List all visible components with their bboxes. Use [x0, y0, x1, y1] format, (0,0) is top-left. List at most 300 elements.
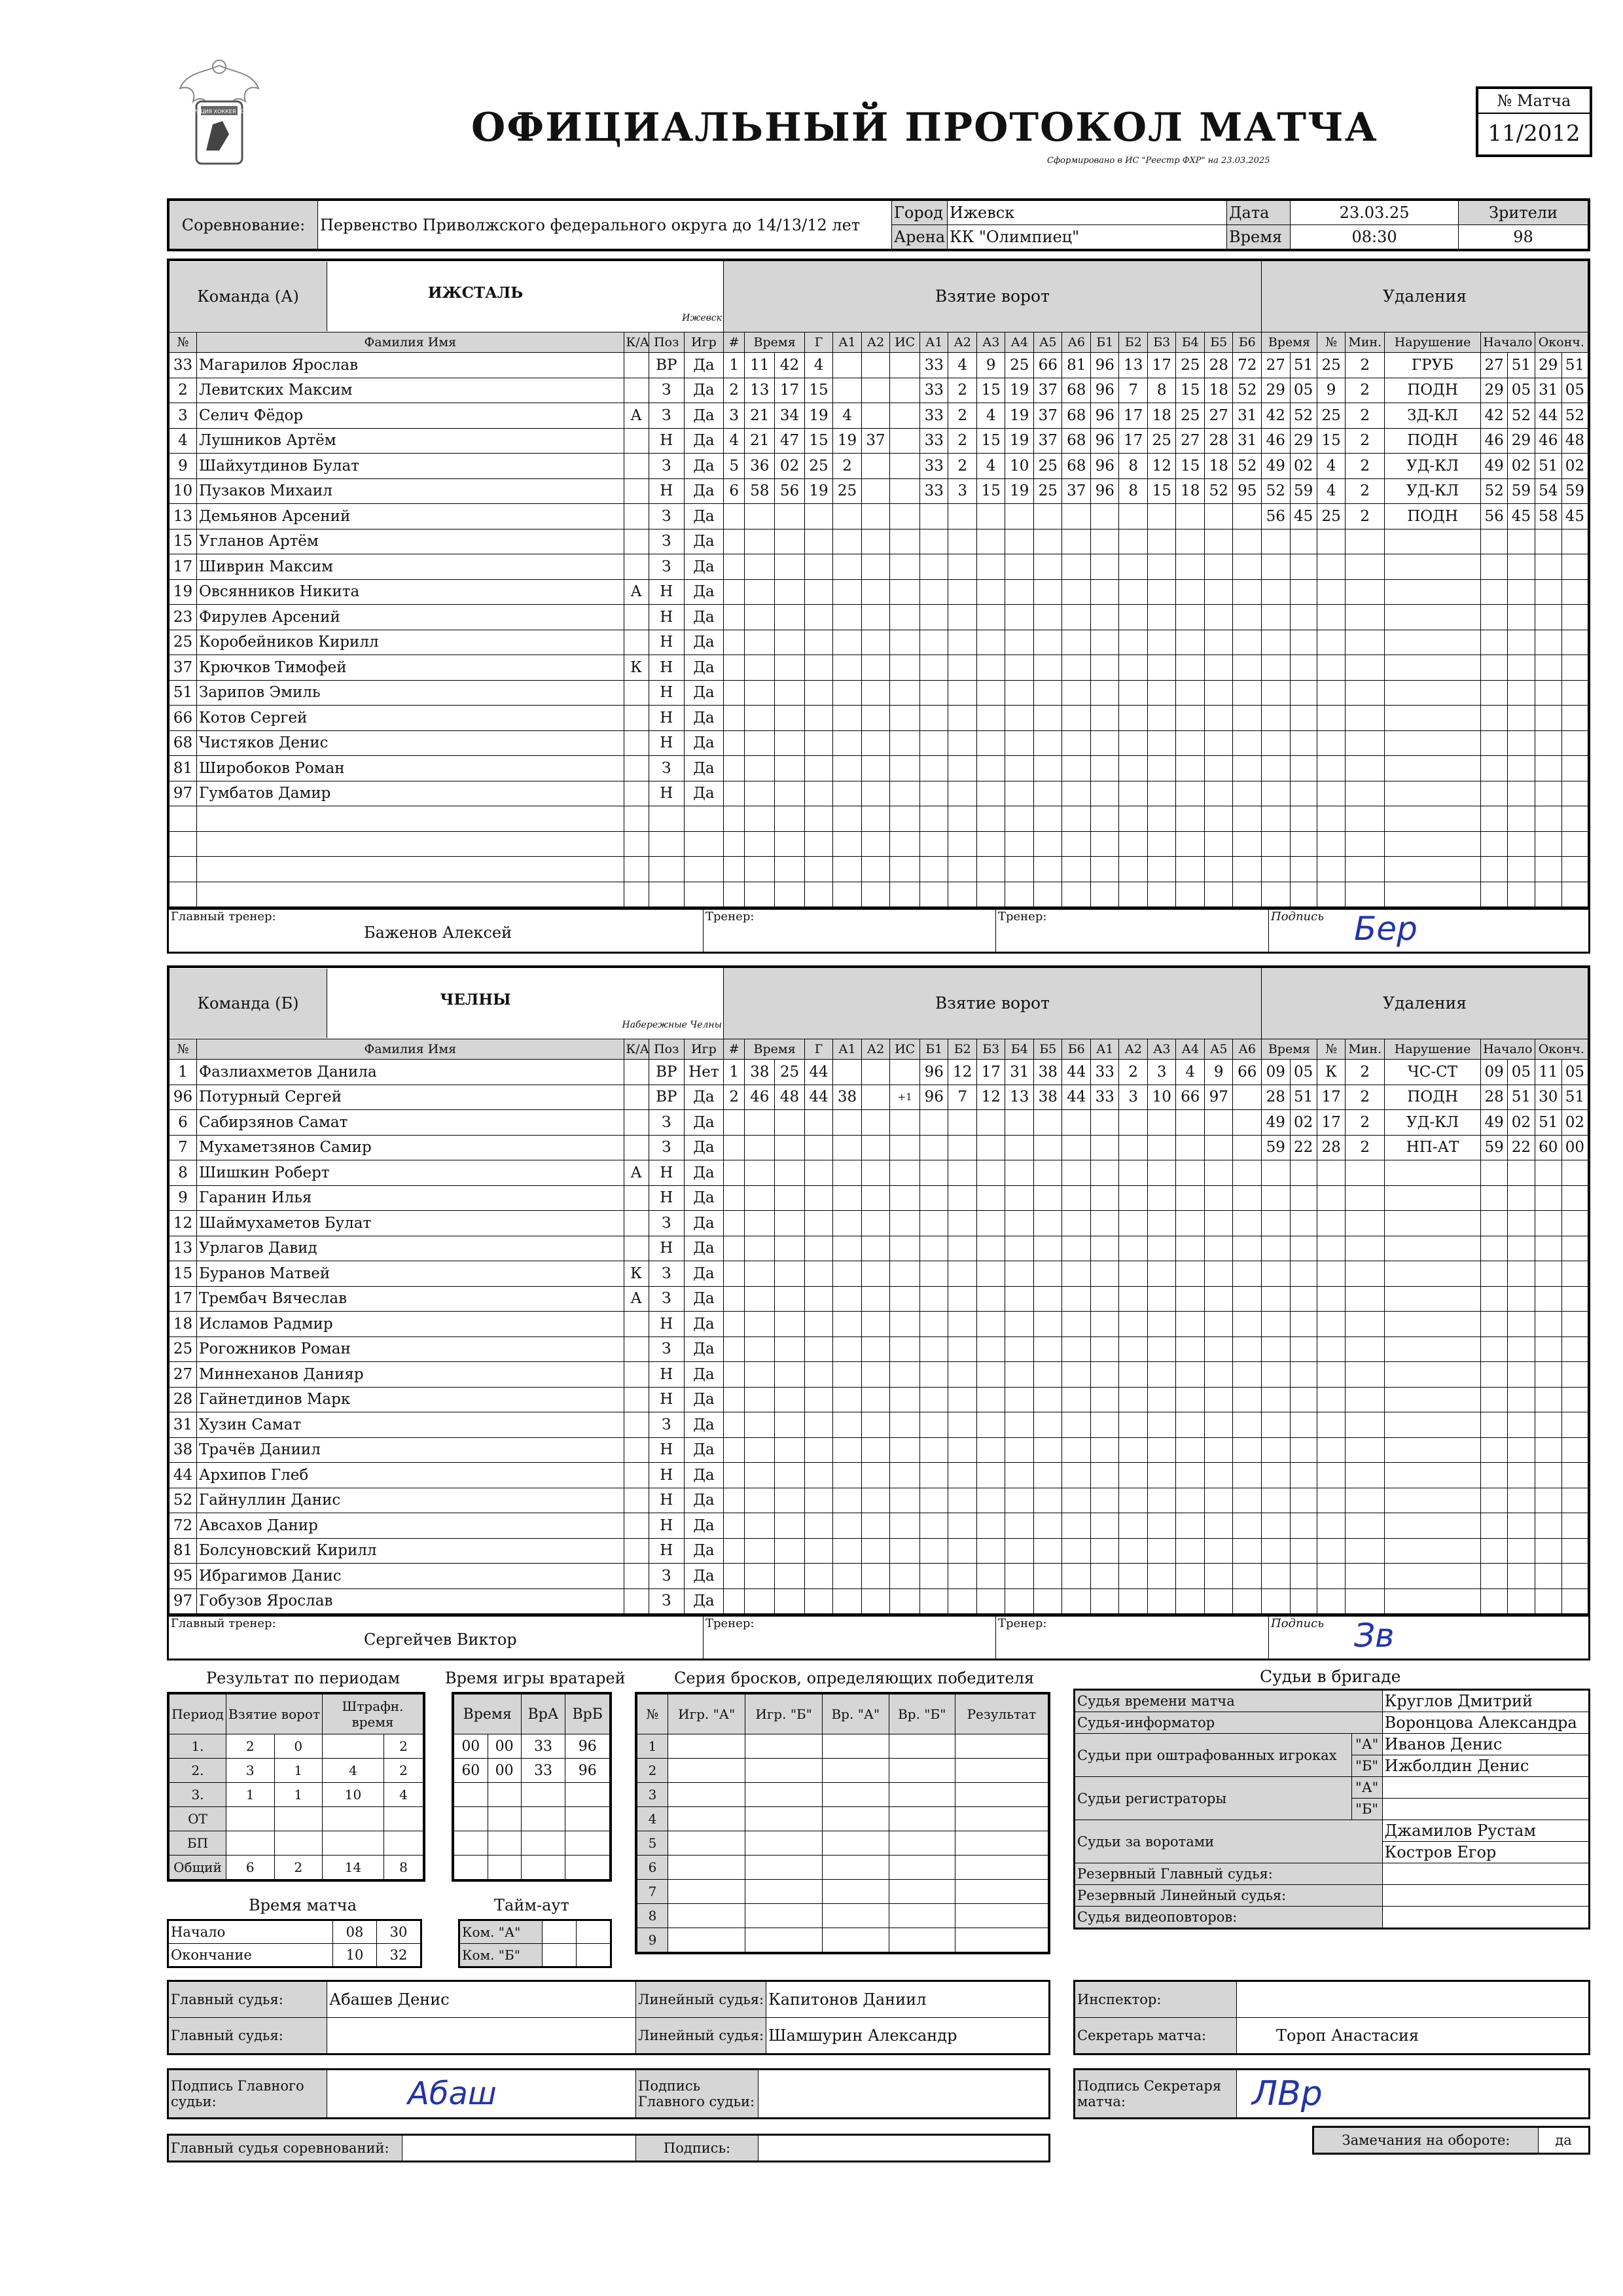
reserve-line-label: Резервный Линейный судья: [1075, 1885, 1383, 1907]
player-ka [624, 730, 649, 756]
player-number: 7 [168, 1135, 197, 1160]
goal-g: 19 [804, 478, 833, 504]
player-igr: Да [684, 1135, 723, 1160]
player-igr: Да [684, 1538, 723, 1564]
pen-min: 2 [1346, 504, 1385, 529]
player-igr: Да [684, 1336, 723, 1362]
player-row [168, 1538, 1589, 1564]
player-number: 68 [168, 730, 197, 756]
player-row [168, 353, 1589, 378]
team_b-coach-signature: Зв [1354, 1617, 1395, 1655]
team_a-h-minus-4: Б5 [1204, 332, 1233, 353]
player-name: Чистяков Денис [197, 730, 624, 756]
player-igr: Да [684, 1261, 723, 1287]
periods-h-pim: Штрафн. время [323, 1693, 424, 1734]
player-row [168, 478, 1589, 504]
pen-em: 58 [1535, 504, 1561, 529]
player-igr: Да [684, 1236, 723, 1261]
goal-minus: 17 [1147, 353, 1176, 378]
shootout-row [636, 1759, 1049, 1783]
time-label: Время [1227, 225, 1291, 251]
player-pos: Н [649, 1463, 684, 1488]
pen-em: 51 [1535, 454, 1561, 479]
pen-ts: 52 [1290, 403, 1317, 429]
team_b-h-pos: Поз [649, 1039, 684, 1060]
player-number: 4 [168, 428, 197, 454]
goal-a1: 25 [833, 478, 862, 504]
match-time-title: Время матча [249, 1896, 357, 1914]
line-ref-2: Шамшурин Александр [766, 2018, 1050, 2054]
gt-h-a: ВрА [521, 1693, 565, 1734]
player-name: Гаранин Илья [197, 1185, 624, 1211]
svg-text:ФЕДЕРАЦИЯ ХОККЕЯ РОССИИ: ФЕДЕРАЦИЯ ХОККЕЯ РОССИИ [178, 109, 260, 115]
player-name: Гумбатов Дамир [197, 781, 624, 806]
arena-label: Арена [892, 225, 948, 251]
period-goals-a: 1 [226, 1783, 275, 1807]
goal-plus: 19 [1005, 378, 1034, 403]
goal-a2 [861, 1060, 890, 1085]
period-goals-b: 0 [274, 1734, 323, 1759]
goal-minus: 27 [1176, 428, 1205, 454]
team_b-h-minus-3: А4 [1176, 1039, 1205, 1060]
player-number: 33 [168, 353, 197, 378]
goal-minus: 96 [1090, 378, 1119, 403]
goal-plus: 3 [948, 478, 977, 504]
player-pos: З [649, 1110, 684, 1136]
pen-tm: 56 [1262, 504, 1291, 529]
player-number: 51 [168, 680, 197, 706]
team_b-h-p_end: Оконч. [1535, 1039, 1589, 1060]
goal-minus: 28 [1204, 428, 1233, 454]
match-number-box [1476, 86, 1592, 157]
goal-minus: 52 [1204, 478, 1233, 504]
goal-plus: 2 [948, 454, 977, 479]
sig-ref-1 [327, 2070, 636, 2119]
pen-no: 17 [1317, 1110, 1346, 1136]
period-pim-a [323, 1807, 384, 1831]
pen-no: К [1317, 1060, 1346, 1085]
goal-g: 19 [804, 403, 833, 429]
goal-minus: 96 [1090, 478, 1119, 504]
team_a-h-plus-0: А1 [919, 332, 948, 353]
period-pim-a: 4 [323, 1759, 384, 1783]
player-name: Авсахов Данир [197, 1513, 624, 1539]
team-b-section [167, 965, 1590, 1660]
team_a-coach-1: Тренер: [704, 910, 996, 953]
goal-plus: 19 [1005, 428, 1034, 454]
comp-ref-table [167, 2134, 1050, 2162]
spectators-label: Зрители [1459, 200, 1589, 225]
goal-minus: 2 [1119, 1060, 1148, 1085]
goal-m: 58 [745, 478, 775, 504]
pen-bm: 27 [1480, 353, 1507, 378]
pen-a-tag: "А" [1351, 1734, 1382, 1755]
player-ka [624, 1110, 649, 1136]
player-igr: Да [684, 1110, 723, 1136]
line-ref-label-1: Линейный судья: [636, 1981, 766, 2018]
goal-plus: 17 [976, 1060, 1005, 1085]
pen-ts: 22 [1290, 1135, 1317, 1160]
team_b-h-g_time: Время [745, 1039, 804, 1060]
player-number: 15 [168, 529, 197, 554]
team_b-head-coach-label: Главный тренер: [171, 1617, 276, 1630]
player-pos: З [649, 1135, 684, 1160]
player-name: Фирулев Арсений [197, 605, 624, 630]
team_b-h-g_is: ИС [890, 1039, 920, 1060]
goal-minus: 72 [1233, 353, 1262, 378]
player-name: Трачёв Даниил [197, 1437, 624, 1463]
player-name: Исламов Радмир [197, 1312, 624, 1337]
player-row [168, 1513, 1589, 1539]
team_b-h-plus-2: Б3 [976, 1039, 1005, 1060]
player-igr: Да [684, 554, 723, 580]
player-name: Крючков Тимофей [197, 655, 624, 681]
goalie-row [453, 1831, 611, 1856]
pen-tm: 29 [1262, 378, 1291, 403]
player-ka [624, 454, 649, 479]
player-name: Магарилов Ярослав [197, 353, 624, 378]
player-number: 19 [168, 579, 197, 605]
pen-bs: 22 [1508, 1135, 1535, 1160]
pen-tm: 59 [1262, 1135, 1291, 1160]
goal-plus: 15 [976, 428, 1005, 454]
player-name: Урлагов Давид [197, 1236, 624, 1261]
period-goals-a: 2 [226, 1734, 275, 1759]
player-pos: З [649, 1336, 684, 1362]
shootout-row [636, 1856, 1049, 1880]
player-pos: Н [649, 1236, 684, 1261]
goal-plus: 7 [948, 1085, 977, 1110]
period-pim-a [323, 1831, 384, 1856]
player-igr: Да [684, 781, 723, 806]
pen-es: 48 [1561, 428, 1589, 454]
player-igr: Да [684, 1437, 723, 1463]
player-row [168, 1588, 1589, 1615]
player-pos: Н [649, 680, 684, 706]
pen-no: 15 [1317, 428, 1346, 454]
goal-plus: 33 [919, 378, 948, 403]
player-igr: Да [684, 1412, 723, 1438]
goalie-row [453, 1807, 611, 1831]
player-number: 25 [168, 1336, 197, 1362]
goal-plus: 81 [1062, 353, 1091, 378]
page-subtitle: Сформировано в ИС "Реестр ФХР" на 23.03.2025 [1047, 156, 1270, 166]
goalie-m: 00 [453, 1734, 488, 1759]
period-name: 2. [168, 1759, 226, 1783]
period-goals-a: 6 [226, 1856, 275, 1881]
pen-es: 05 [1561, 378, 1589, 403]
match-start-m: 30 [377, 1920, 421, 1944]
team_a-h-minus-5: Б6 [1233, 332, 1262, 353]
player-name: Гайнетдинов Марк [197, 1387, 624, 1412]
player-name: Шайхутдинов Булат [197, 454, 624, 479]
secretary-signature: ЛВр [1252, 2074, 1323, 2113]
player-name: Хузин Самат [197, 1412, 624, 1438]
match-end-label: Окончание [168, 1944, 333, 1967]
player-pos: Н [649, 428, 684, 454]
player-ka [624, 630, 649, 655]
team_b-coach-1: Тренер: [704, 1617, 996, 1660]
sig-ref-label-1: Подпись Главного судьи: [168, 2070, 327, 2119]
team_a-h-p_end: Оконч. [1535, 332, 1589, 353]
pen-em: 51 [1535, 1110, 1561, 1136]
secretary-label: Секретарь матча: [1075, 2018, 1237, 2054]
player-name: Котов Сергей [197, 706, 624, 731]
pen-ts: 45 [1290, 504, 1317, 529]
pen-em: 54 [1535, 478, 1561, 504]
team_a-h-p_start: Начало [1480, 332, 1535, 353]
match-end-m: 32 [377, 1944, 421, 1967]
team_a-h-g_a2: А2 [861, 332, 890, 353]
player-name: Болсуновский Кирилл [197, 1538, 624, 1564]
player-pos: Н [649, 730, 684, 756]
team_b-pen-title: Удаления [1262, 967, 1589, 1039]
player-igr: Да [684, 353, 723, 378]
player-igr: Да [684, 1185, 723, 1211]
shootout-no: 7 [636, 1880, 668, 1904]
player-name: Пузаков Михаил [197, 478, 624, 504]
goal-a2 [861, 353, 890, 378]
goal-plus: 2 [948, 403, 977, 429]
goal-minus: 13 [1119, 353, 1148, 378]
goalie-m: 60 [453, 1759, 488, 1783]
goal-no: 2 [723, 378, 745, 403]
player-name: Лушников Артём [197, 428, 624, 454]
time-value: 08:30 [1291, 225, 1459, 251]
goal-plus: 38 [1033, 1085, 1062, 1110]
goal-plus: 33 [919, 403, 948, 429]
team_b-h-g_hash: # [723, 1039, 745, 1060]
player-row [168, 1286, 1589, 1312]
player-pos: ВР [649, 1060, 684, 1085]
team_a-h-p_num: № [1317, 332, 1346, 353]
competition-label: Соревнование: [168, 200, 318, 250]
pen-em: 60 [1535, 1135, 1561, 1160]
player-name: Угланов Артём [197, 529, 624, 554]
goal-s: 48 [775, 1085, 805, 1110]
player-pos: Н [649, 630, 684, 655]
player-pos: Н [649, 1513, 684, 1539]
player-name: Потурный Сергей [197, 1085, 624, 1110]
team_b-coach-2: Тренер: [996, 1617, 1269, 1660]
player-ka [624, 1513, 649, 1539]
player-ka [624, 1362, 649, 1388]
shootout-no: 6 [636, 1856, 668, 1880]
team_a-h-ka: К/А [624, 332, 649, 353]
period-pim-b: 2 [384, 1759, 425, 1783]
goal-minus: 25 [1147, 428, 1176, 454]
player-ka: А [624, 403, 649, 429]
pen-es: 51 [1561, 1085, 1589, 1110]
goal-plus: 12 [948, 1060, 977, 1085]
goal-minus: 31 [1233, 428, 1262, 454]
player-ka [624, 1085, 649, 1110]
team_a-h-g_a1: А1 [833, 332, 862, 353]
goal-g: 25 [804, 454, 833, 479]
team_b-signature-label: Подпись [1271, 1617, 1325, 1630]
date-label: Дата [1227, 200, 1291, 225]
player-igr: Да [684, 478, 723, 504]
comp-sig-label: Подпись: [636, 2135, 758, 2162]
so-h-pb: Игр. "Б" [745, 1693, 823, 1734]
goal-plus: 15 [976, 478, 1005, 504]
player-ka [624, 1211, 649, 1236]
pen-em: 44 [1535, 403, 1561, 429]
player-pos: З [649, 756, 684, 781]
player-name: Гобузов Ярослав [197, 1588, 624, 1615]
player-number: 25 [168, 630, 197, 655]
pen-inf: ПОДН [1385, 378, 1481, 403]
period-row [168, 1807, 424, 1831]
goal-s: 25 [775, 1060, 805, 1085]
period-row [168, 1856, 424, 1881]
goal-minus: 9 [1204, 1060, 1233, 1085]
player-ka [624, 428, 649, 454]
shootout-no: 4 [636, 1807, 668, 1831]
reg-b-tag: "Б" [1351, 1799, 1382, 1820]
shootout-no: 2 [636, 1759, 668, 1783]
team_b-h-p_start: Начало [1480, 1039, 1535, 1060]
player-row [168, 529, 1589, 554]
goal-minus [1233, 1085, 1262, 1110]
player-row [168, 554, 1589, 580]
goal-minus: 18 [1147, 403, 1176, 429]
head-ref-2 [327, 2018, 636, 2054]
player-ka [624, 1312, 649, 1337]
timeout-b-label: Ком. "Б" [459, 1944, 543, 1967]
goal-minus: 8 [1119, 478, 1148, 504]
player-number: 12 [168, 1211, 197, 1236]
player-row [168, 1110, 1589, 1136]
goal-minus: 17 [1119, 428, 1148, 454]
goal-minus: 25 [1176, 353, 1205, 378]
pen-es: 51 [1561, 353, 1589, 378]
player-igr: Да [684, 504, 723, 529]
player-row [168, 1437, 1589, 1463]
period-pim-a: 10 [323, 1783, 384, 1807]
match-start-h: 08 [333, 1920, 377, 1944]
player-igr: Да [684, 454, 723, 479]
period-goals-a [226, 1831, 275, 1856]
team_a-h-minus-3: Б4 [1176, 332, 1205, 353]
player-ka [624, 1185, 649, 1211]
period-name: 1. [168, 1734, 226, 1759]
team_b-h-plus-0: Б1 [919, 1039, 948, 1060]
player-igr: Да [684, 655, 723, 681]
player-igr: Да [684, 1312, 723, 1337]
goal-plus: 37 [1033, 378, 1062, 403]
team_b-h-plus-5: Б6 [1062, 1039, 1091, 1060]
player-igr: Да [684, 1488, 723, 1513]
player-name: Зарипов Эмиль [197, 680, 624, 706]
pen-inf: УД-КЛ [1385, 454, 1481, 479]
player-row [168, 1160, 1589, 1186]
pen-ts: 59 [1290, 478, 1317, 504]
pen-bm: 49 [1480, 1110, 1507, 1136]
player-igr: Да [684, 1513, 723, 1539]
player-number: 17 [168, 1286, 197, 1312]
player-row [168, 680, 1589, 706]
remarks-table [1312, 2126, 1590, 2155]
player-name: Рогожников Роман [197, 1336, 624, 1362]
team_a-h-p_min: Мин. [1346, 332, 1385, 353]
goal-minus: 97 [1204, 1085, 1233, 1110]
shootout-row [636, 1783, 1049, 1807]
goal-plus: 96 [919, 1085, 948, 1110]
player-ka [624, 1236, 649, 1261]
team_a-h-g_g: Г [804, 332, 833, 353]
timekeeper-value: Круглов Дмитрий [1382, 1690, 1589, 1712]
pen-inf: ЗД-КЛ [1385, 403, 1481, 429]
player-ka: К [624, 655, 649, 681]
gt-h-b: ВрБ [565, 1693, 611, 1734]
goal-plus: 96 [919, 1060, 948, 1085]
team_b-h-minus-1: А2 [1119, 1039, 1148, 1060]
player-pos: Н [649, 1362, 684, 1388]
pen-ts: 51 [1290, 1085, 1317, 1110]
period-row [168, 1831, 424, 1856]
pen-tm: 49 [1262, 1110, 1291, 1136]
pen-inf: ГРУБ [1385, 353, 1481, 378]
player-ka [624, 529, 649, 554]
pen-bs: 59 [1508, 478, 1535, 504]
goalie-row [453, 1783, 611, 1807]
pen-min: 2 [1346, 454, 1385, 479]
shootout-no: 1 [636, 1734, 668, 1759]
team_a-h-num: № [168, 332, 197, 353]
goal-a2: 37 [861, 428, 890, 454]
shootout-no: 3 [636, 1783, 668, 1807]
player-name: Миннеханов Данияр [197, 1362, 624, 1388]
goal-no: 4 [723, 428, 745, 454]
team_a-h-plus-4: А5 [1033, 332, 1062, 353]
player-pos: З [649, 378, 684, 403]
ref-signatures-table [167, 2068, 1050, 2119]
goal-is [890, 428, 920, 454]
fhr-emblem [167, 52, 272, 183]
pen-bm: 59 [1480, 1135, 1507, 1160]
goalie-a: 33 [521, 1759, 565, 1783]
goal-no: 3 [723, 403, 745, 429]
goal-is [890, 378, 920, 403]
goal-minus: 8 [1147, 378, 1176, 403]
pen-em: 30 [1535, 1085, 1561, 1110]
pen-no: 9 [1317, 378, 1346, 403]
goal-plus: 68 [1062, 403, 1091, 429]
goal-plus: 44 [1062, 1060, 1091, 1085]
player-ka [624, 554, 649, 580]
player-row [168, 403, 1589, 429]
pen-bm: 42 [1480, 403, 1507, 429]
player-igr: Да [684, 680, 723, 706]
player-ka [624, 706, 649, 731]
player-ka: А [624, 1160, 649, 1186]
player-igr: Да [684, 756, 723, 781]
player-ka [624, 1387, 649, 1412]
player-name: Ибрагимов Данис [197, 1564, 624, 1589]
team_b-h-ka: К/А [624, 1039, 649, 1060]
pen-min: 2 [1346, 353, 1385, 378]
player-row [168, 428, 1589, 454]
player-number: 15 [168, 1261, 197, 1287]
goal-s: 34 [775, 403, 805, 429]
referees-table [167, 1980, 1050, 2055]
pen-bs: 29 [1508, 428, 1535, 454]
pen-a-judge: Иванов Денис [1382, 1734, 1589, 1755]
shootout-no: 9 [636, 1928, 668, 1954]
team_b-h-minus-4: А5 [1204, 1039, 1233, 1060]
goal-plus: 33 [919, 478, 948, 504]
